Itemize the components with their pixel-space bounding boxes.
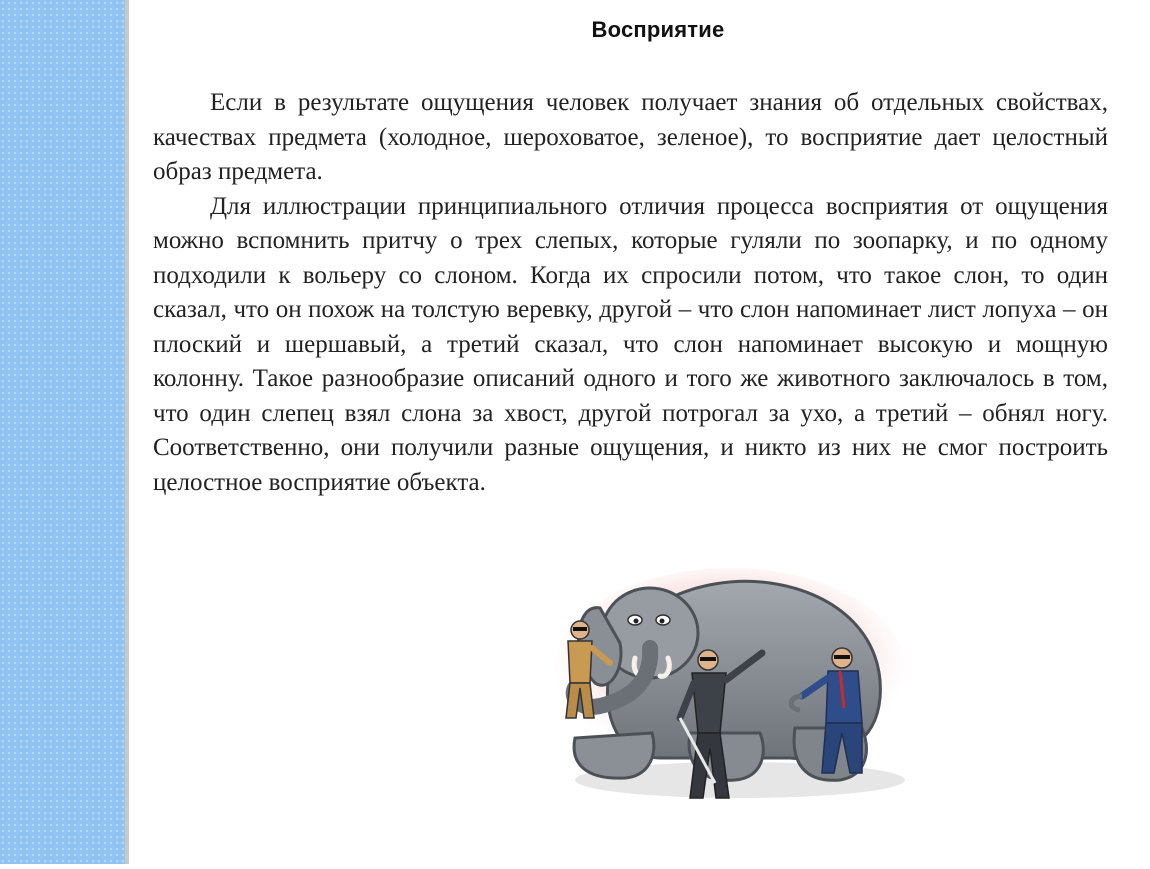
elephant-with-three-blind-men-icon [540,548,910,864]
paragraph-1: Если в результате ощущения человек получает знания об отдельных свойствах, качествах предмета (холодное, шероховатое, зеленое), то восприятие дает целостный образ предмета. [153,89,1108,185]
paragraph-2: Для иллюстрации принципиального отличия процесса восприятия от ощущения можно вспомнить притчу о трех слепых, которые гуляли по зоопарку, и по одному подходили к вольеру со слоном. Когда их спросили потом, что такое слон, то один сказал, что он похож на толстую веревку, другой – что слон напоминает лист лопуха – он плоский и шершавый, а третий сказал, что слон напоминает высокую и мощную колонну. Такое разнообразие описаний одного и того же животного заключалось в том, что один слепец взял слона за хвост, другой потрогал за ухо, а третий – обнял ногу. Соответственно, они получили разные ощущения, и никто из них не смог построить целостное восприятие объекта. [153,192,1108,496]
page-title: Восприятие [591,17,725,42]
elephant-illustration [540,548,910,864]
side-band-edge [125,0,129,864]
decorative-side-band [0,0,125,864]
body-text [153,86,1108,500]
